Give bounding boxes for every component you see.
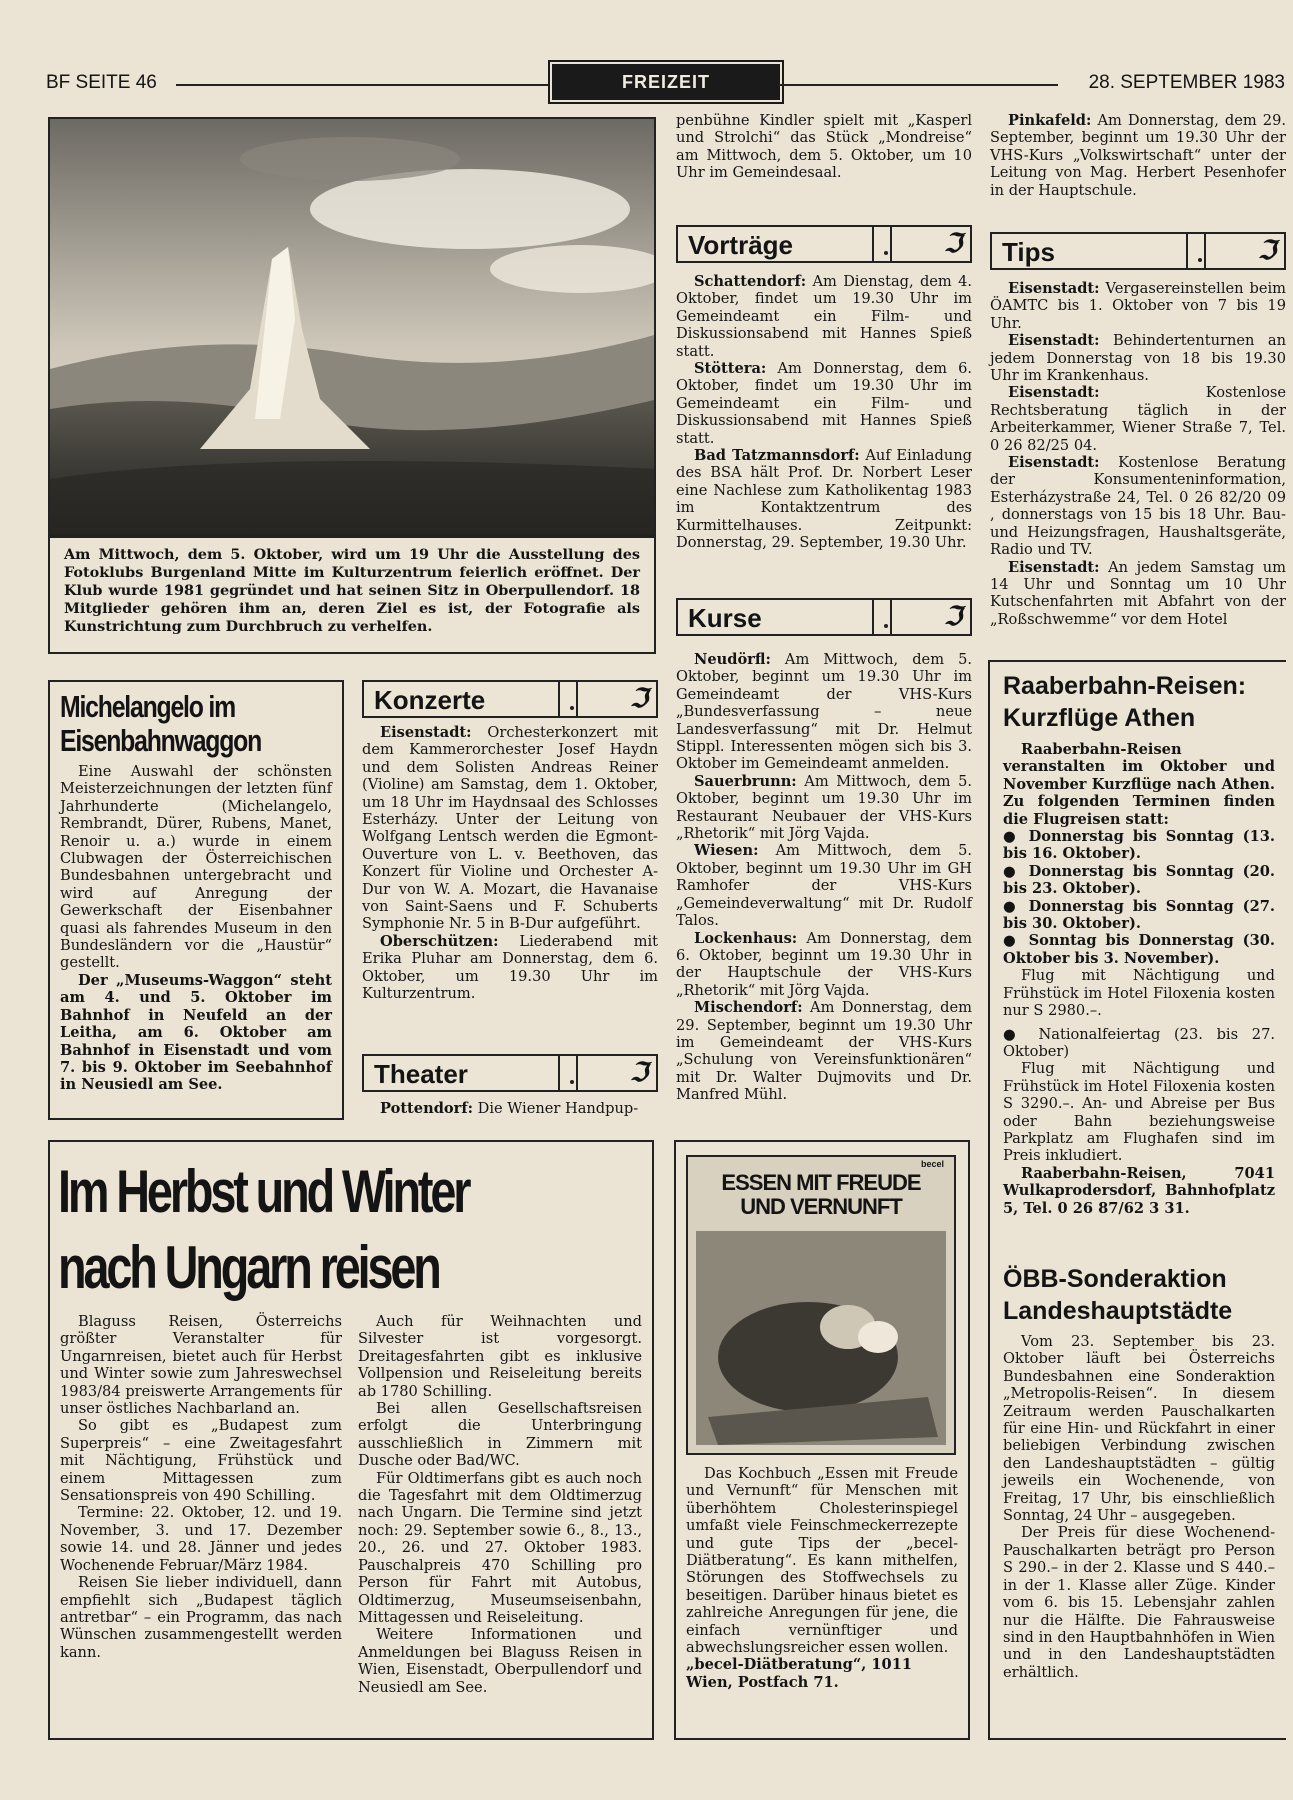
bullet-icon: ● [1003, 897, 1029, 915]
tips-entry: Kostenlose Rechtsberatung täglich in der Arbeiterkammer, Wiener Straße 7, Tel. 0 26 82/25 04. [990, 384, 1286, 454]
oebb-title [1003, 1263, 1232, 1327]
oebb-paragraph: Der Preis für diese Wochenend-Pauschalkarten beträgt pro Person S 290.– in der 2. Klasse und S 440.– in der 1. Klasse aller Züge. Kinder vom 6. bis 15. Lebensjahr zahlen nur die Hälfte. Die Fahrausweise sind in den Hauptbahnhöfen in Wien und in den Landeshauptstädten erhältlich. [1003, 1524, 1275, 1681]
bullet-icon: ● [1003, 932, 1029, 950]
pinkafeld-text [990, 112, 1286, 199]
theater-heading-label: Theater [374, 1059, 468, 1089]
theater-lead [362, 1100, 658, 1117]
raaberbahn-contact: Raaberbahn-Reisen, 7041 Wulkaprodersdorf, Bahnhofplatz 5, Tel. 0 26 87/62 3 31. [1003, 1164, 1275, 1217]
ungarn-column-1 [60, 1313, 342, 1661]
cookbook-title-line2: UND VERNUNFT [740, 1194, 902, 1219]
cookbook-title [698, 1171, 944, 1219]
vortraege-entry: Am Donnerstag, dem 6. Oktober, findet um 19.30 Uhr im Gemeindeamt ein Film- und Diskussionsabend mit Hannes Spieß statt. [676, 360, 972, 447]
raaberbahn-title-line2: Kurzflüge Athen [1003, 704, 1196, 732]
becel-logo: becel [920, 1159, 944, 1169]
vortraege-entry: Auf Einladung des BSA hält Prof. Dr. Norbert Leser eine Nachlese zum Katholikentag 1983 im Kontaktzentrum des Kurmittelhauses. Zeitpunkt: Donnerstag, 29. September, 19.30 Uhr. [676, 447, 972, 552]
vortraege-entry: Am Dienstag, dem 4. Oktober, findet um 19.30 Uhr im Gemeindeamt ein Film- und Diskussionsabend mit Hannes Spieß statt. [676, 273, 973, 360]
ungarn-paragraph: Termine: 22. Oktober, 12. und 19. November, 3. und 17. Dezember sowie 14. und 28. Jänner und jedes Wochenende Februar/März 1984. [60, 1504, 342, 1574]
kochbuch-contact: „becel-Diätberatung“, 1011 Wien, Postfach 71. [686, 1656, 913, 1691]
bullet-icon: ● [1003, 1025, 1039, 1043]
kurse-place: Wiesen: [694, 842, 759, 860]
vortraege-place: Schattendorf: [694, 273, 807, 290]
raaberbahn-date: Donnerstag bis Sonntag (27. bis 30. Oktober). [1003, 897, 1275, 933]
cookbook-title-line1: ESSEN MIT FREUDE [721, 1170, 921, 1195]
vortraege-text [676, 273, 972, 552]
ungarn-paragraph: Weitere Informationen und Anmeldungen bei Blaguss Reisen in Wien, Eisenstadt, Oberpullendorf und Neusiedl am See. [358, 1626, 642, 1696]
pen-icon: ℑ [629, 1058, 648, 1088]
section-badge: FREIZEIT [552, 64, 780, 100]
tips-place: Eisenstadt: [1008, 454, 1100, 472]
kochbuch-paragraph: Das Kochbuch „Essen mit Freude und Vernunft“ für Menschen mit überhöhtem Cholesterinspiegel umfaßt viele Feinschmeckerrezepte und gute Tips der „becel-Diätberatung“. Es kann mithelfen, Störungen des Stoffwechsels zu beseitigen. Darüber hinaus bietet es zahlreiche Anregungen für jene, die einfach vernünftiger und abwechslungsreicher essen wollen. [686, 1465, 958, 1657]
ungarn-paragraph: So gibt es „Budapest zum Superpreis“ – eine Zweitagesfahrt mit Nächtigung, Frühstück und einem Mittagessen zum Sensationspreis von 490 Schilling. [60, 1417, 342, 1505]
tips-entry: Vergasereinstellen beim ÖAMTC bis 1. Oktober von 7 bis 19 Uhr. [990, 280, 1286, 332]
ungarn-title-line1: Im Herbst und Winter [58, 1158, 469, 1225]
theater-heading [362, 1054, 658, 1092]
oebb-title-line2: Landeshauptstädte [1003, 1297, 1233, 1325]
raaberbahn-date: Nationalfeiertag (23. bis 27. Oktober) [1003, 1025, 1275, 1060]
michelangelo-paragraph: Eine Auswahl der schönsten Meisterzeichnungen der letzten fünf Jahrhunderte (Michelangelo, Rembrandt, Dürer, Rubens, Manet, Renoir u. a.) wurde in einem Clubwagen der Österreichischen Bundesbahnen untergebracht und wird auf Anregung der Gewerkschaft der Eisenbahner quasi als fahrendes Museum in den Bundesländern vor die „Haustür“ gestellt. [60, 763, 332, 972]
michelangelo-paragraph-dates: Der „Museums-Waggon“ steht am 4. und 5. Oktober im Bahnhof in Neufeld an der Leitha, am 6. Oktober am Bahnhof in Eisenstadt und vom 7. bis 9. Oktober im Seebahnhof in Neusiedl am See. [60, 971, 332, 1094]
konzerte-place: Eisenstadt: [380, 724, 472, 741]
tips-heading [990, 232, 1286, 270]
raaberbahn-lead: Raaberbahn-Reisen veranstalten im Oktober und November Kurzflüge nach Athen. Zu folgenden Terminen finden die Flugreisen statt: [1003, 741, 1275, 828]
pen-icon: ℑ [943, 229, 962, 259]
michelangelo-title-line2: Eisenbahnwaggon [60, 723, 262, 758]
ungarn-paragraph: Für Oldtimerfans gibt es auch noch die Tagesfahrt mit dem Oldtimerzug nach Ungarn. Die Termine sind jetzt noch: 29. September sowie 6., 8., 13., 20., 26. und 27. Oktober 1983. Pauschalpreis 470 Schilling pro Person für Fahrt mit Autobus, Oldtimerzug, Museumseisenbahn, Mittagessen und Reiseleitung. [358, 1469, 642, 1626]
tips-entry: An jedem Samstag um 14 Uhr und Sonntag um 10 Uhr Kutschenfahrten mit Abfahrt von der „Roßschwemme“ vor dem Hotel [990, 558, 1286, 628]
header-rule-right [778, 84, 1058, 86]
header-rule-left [176, 84, 550, 86]
ungarn-column-2 [358, 1313, 642, 1696]
michelangelo-text [60, 763, 332, 1094]
raaberbahn-title [1003, 670, 1246, 734]
raaberbahn-date: Donnerstag bis Sonntag (20. bis 23. Oktober). [1003, 862, 1275, 898]
pinkafeld-entry: Am Donnerstag, dem 29. September, beginnt um 19.30 Uhr der VHS-Kurs „Volkswirtschaft“ unter der Leitung von Mag. Herbert Pesenhofer in der Hauptschule. [990, 112, 1286, 199]
kurse-place: Lockenhaus: [694, 929, 798, 947]
bullet-icon: ● [1003, 828, 1029, 846]
oebb-paragraph: Vom 23. September bis 23. Oktober läuft bei Österreichs Bundesbahnen eine Sonderaktion „Metropolis-Reisen“. In diesem Zeitraum werden Pauschalkarten für eine Hin- und Rückfahrt in einer beliebigen Verbindung zwischen den Landeshauptstädten – gültig jeweils ein Wochenende, von Freitag, 17 Uhr, bis einschließlich Sonntag, 24 Uhr – ausgegeben. [1003, 1333, 1275, 1525]
ungarn-title-line2: nach Ungarn reisen [58, 1234, 439, 1301]
ungarn-paragraph: Auch für Weihnachten und Silvester ist vorgesorgt. Dreitagesfahrten gibt es inklusive Vollpension und Reiseleitung bereits ab 1780 Schilling. [358, 1313, 642, 1400]
theater-place: Pottendorf: [380, 1100, 473, 1117]
raaberbahn-price: Flug mit Nächtigung und Frühstück im Hotel Filoxenia kosten nur S 2980.–. [1003, 967, 1275, 1020]
tips-text [990, 280, 1286, 628]
kochbuch-text [686, 1465, 958, 1691]
raaberbahn-text [1003, 741, 1275, 1217]
ungarn-paragraph: Bei allen Gesellschaftsreisen erfolgt die Unterbringung ausschließlich in Zimmern mit Dusche oder Bad/WC. [358, 1400, 642, 1470]
kurse-entry: Am Donnerstag, dem 29. September, beginnt um 19.30 Uhr im Gemeindeamt der VHS-Kurs „Schulung von Vereinsfunktionären“ mit Dr. Walter Dujmovits und Dr. Manfred Mühl. [676, 999, 972, 1104]
michelangelo-title [60, 690, 261, 758]
vortraege-heading [676, 225, 972, 263]
kurse-entry: Am Mittwoch, dem 5. Oktober, beginnt um 19.30 Uhr im Gemeindeamt der VHS-Kurs „Bundesverfassung – neue Landesverfassung“ mit Dr. Helmut Stippl. Interessenten mögen sich bis 3. Oktober im Gemeindeamt anmelden. [676, 651, 972, 773]
kurse-place: Sauerbrunn: [694, 772, 797, 790]
vortraege-place: Stöttera: [694, 360, 767, 378]
kurse-text [676, 651, 972, 1104]
kurse-entry: Am Donnerstag, dem 6. Oktober, beginnt um 19.30 Uhr in der Hauptschule der VHS-Kurs „Rhetorik“ mit Jörg Vajda. [676, 929, 972, 999]
tips-entry: Kostenlose Beratung der Konsumenteninformation, Esterházystraße 24, Tel. 0 26 82/20 09 , donnerstags von 15 bis 18 Uhr. Bau- und Heizungsfragen, Haushaltsgeräte, Radio und TV. [990, 454, 1286, 559]
pen-icon: ℑ [1257, 236, 1276, 266]
bullet-icon: ● [1003, 862, 1029, 880]
photo-caption: Am Mittwoch, dem 5. Oktober, wird um 19 Uhr die Ausstellung des Fotoklubs Burgenland Mitte im Kulturzentrum feierlich eröffnet. Der Klub wurde 1981 gegründet und hat seinen Sitz in Oberpullendorf. 18 Mitglieder gehören ihm an, deren Ziel es ist, der Fotografie als Kunstrichtung zum Durchbruch zu verhelfen. [48, 536, 656, 654]
tips-place: Eisenstadt: [1008, 332, 1100, 350]
theater-entry: penbühne Kindler spielt mit „Kasperl und Strolchi“ das Stück „Mondreise“ am Mittwoch, dem 5. Oktober, um 10 Uhr im Gemeindesaal. [676, 112, 972, 182]
ungarn-paragraph: Reisen Sie lieber individuell, dann empfiehlt sich „Budapest täglich antretbar“ – ein Programm, das nach Wünschen zusammengestellt werden kann. [60, 1574, 342, 1661]
tips-place: Eisenstadt: [1008, 280, 1100, 297]
photo-landscape [48, 117, 656, 536]
michelangelo-title-line1: Michelangelo im [60, 689, 235, 724]
ungarn-paragraph: Blaguss Reisen, Österreichs größter Veranstalter für Ungarnreisen, bietet auch für Herbst und Winter sowie zum Jahreswechsel 1983/84 preiswerte Arrangements für unser östliches Nachbarland an. [60, 1313, 342, 1418]
kurse-entry: Am Mittwoch, dem 5. Oktober, beginnt um 19.30 Uhr im GH Ramhofer der VHS-Kurs „Gemeindeverwaltung“ mit Dr. Rudolf Talos. [676, 842, 973, 930]
vortraege-heading-label: Vorträge [688, 230, 793, 260]
tips-place: Eisenstadt: [1008, 558, 1100, 576]
oebb-text [1003, 1333, 1275, 1681]
kurse-place: Neudörfl: [694, 651, 771, 668]
konzerte-heading-label: Konzerte [374, 685, 486, 715]
issue-date: 28. SEPTEMBER 1983 [1088, 72, 1285, 93]
oebb-title-line1: ÖBB-Sonderaktion [1003, 1265, 1227, 1293]
vortraege-place: Bad Tatzmannsdorf: [694, 447, 860, 465]
pen-icon: ℑ [943, 602, 962, 632]
kurse-entry: Am Mittwoch, dem 5. Oktober, beginnt um 19.30 Uhr im Restaurant Neubauer der VHS-Kurs „Rhetorik“ mit Jörg Vajda. [676, 772, 972, 843]
tips-heading-label: Tips [1002, 237, 1055, 267]
theater-lead-text: Die Wiener Handpup- [477, 1100, 639, 1117]
raaberbahn-title-line1: Raaberbahn-Reisen: [1003, 672, 1247, 700]
raaberbahn-date: Sonntag bis Donnerstag (30. Oktober bis 3. November). [1003, 932, 1275, 967]
konzerte-entry: Liederabend mit Erika Pluhar am Donnerstag, dem 6. Oktober, um 19.30 Uhr im Kulturzentrum. [362, 932, 658, 1003]
konzerte-place: Oberschützen: [380, 932, 499, 950]
kurse-heading [676, 598, 972, 636]
pen-icon: ℑ [629, 684, 648, 714]
konzerte-heading [362, 680, 658, 718]
kurse-place: Mischendorf: [694, 999, 803, 1017]
raaberbahn-date: Donnerstag bis Sonntag (13. bis 16. Oktober). [1003, 828, 1275, 863]
kurse-heading-label: Kurse [688, 603, 762, 633]
raaberbahn-price: Flug mit Nächtigung und Frühstück im Hotel Filoxenia kosten S 3290.–. An- und Abreise per Bus oder Bahn beziehungsweise Parkplatz am Flughafen sind im Preis inkludiert. [1003, 1060, 1275, 1165]
konzerte-text [362, 724, 658, 1003]
konzerte-entry: Orchesterkonzert mit dem Kammerorchester Josef Haydn und dem Solisten Andreas Reiner (Violine) am Samstag, dem 1. Oktober, um 18 Uhr im Haydnsaal des Schlosses Esterházy. Unter der Leitung von Wolfgang Lentsch werden die Egmont-Ouverture von L. v. Beethoven, das Konzert für Violine und Orchester A-Dur von W. A. Mozart, die Havanaise von Saint-Saens und F. Schuberts Symphonie Nr. 5 in B-Dur aufgeführt. [362, 724, 658, 933]
tips-place: Eisenstadt: [1008, 384, 1100, 402]
theater-continued [676, 112, 972, 182]
page-number: BF SEITE 46 [46, 72, 157, 93]
tips-entry: Behindertenturnen an jedem Donnerstag von 18 bis 19.30 Uhr im Krankenhaus. [990, 332, 1286, 385]
cookbook-cover [686, 1155, 956, 1455]
pinkafeld-place: Pinkafeld: [1008, 112, 1092, 129]
